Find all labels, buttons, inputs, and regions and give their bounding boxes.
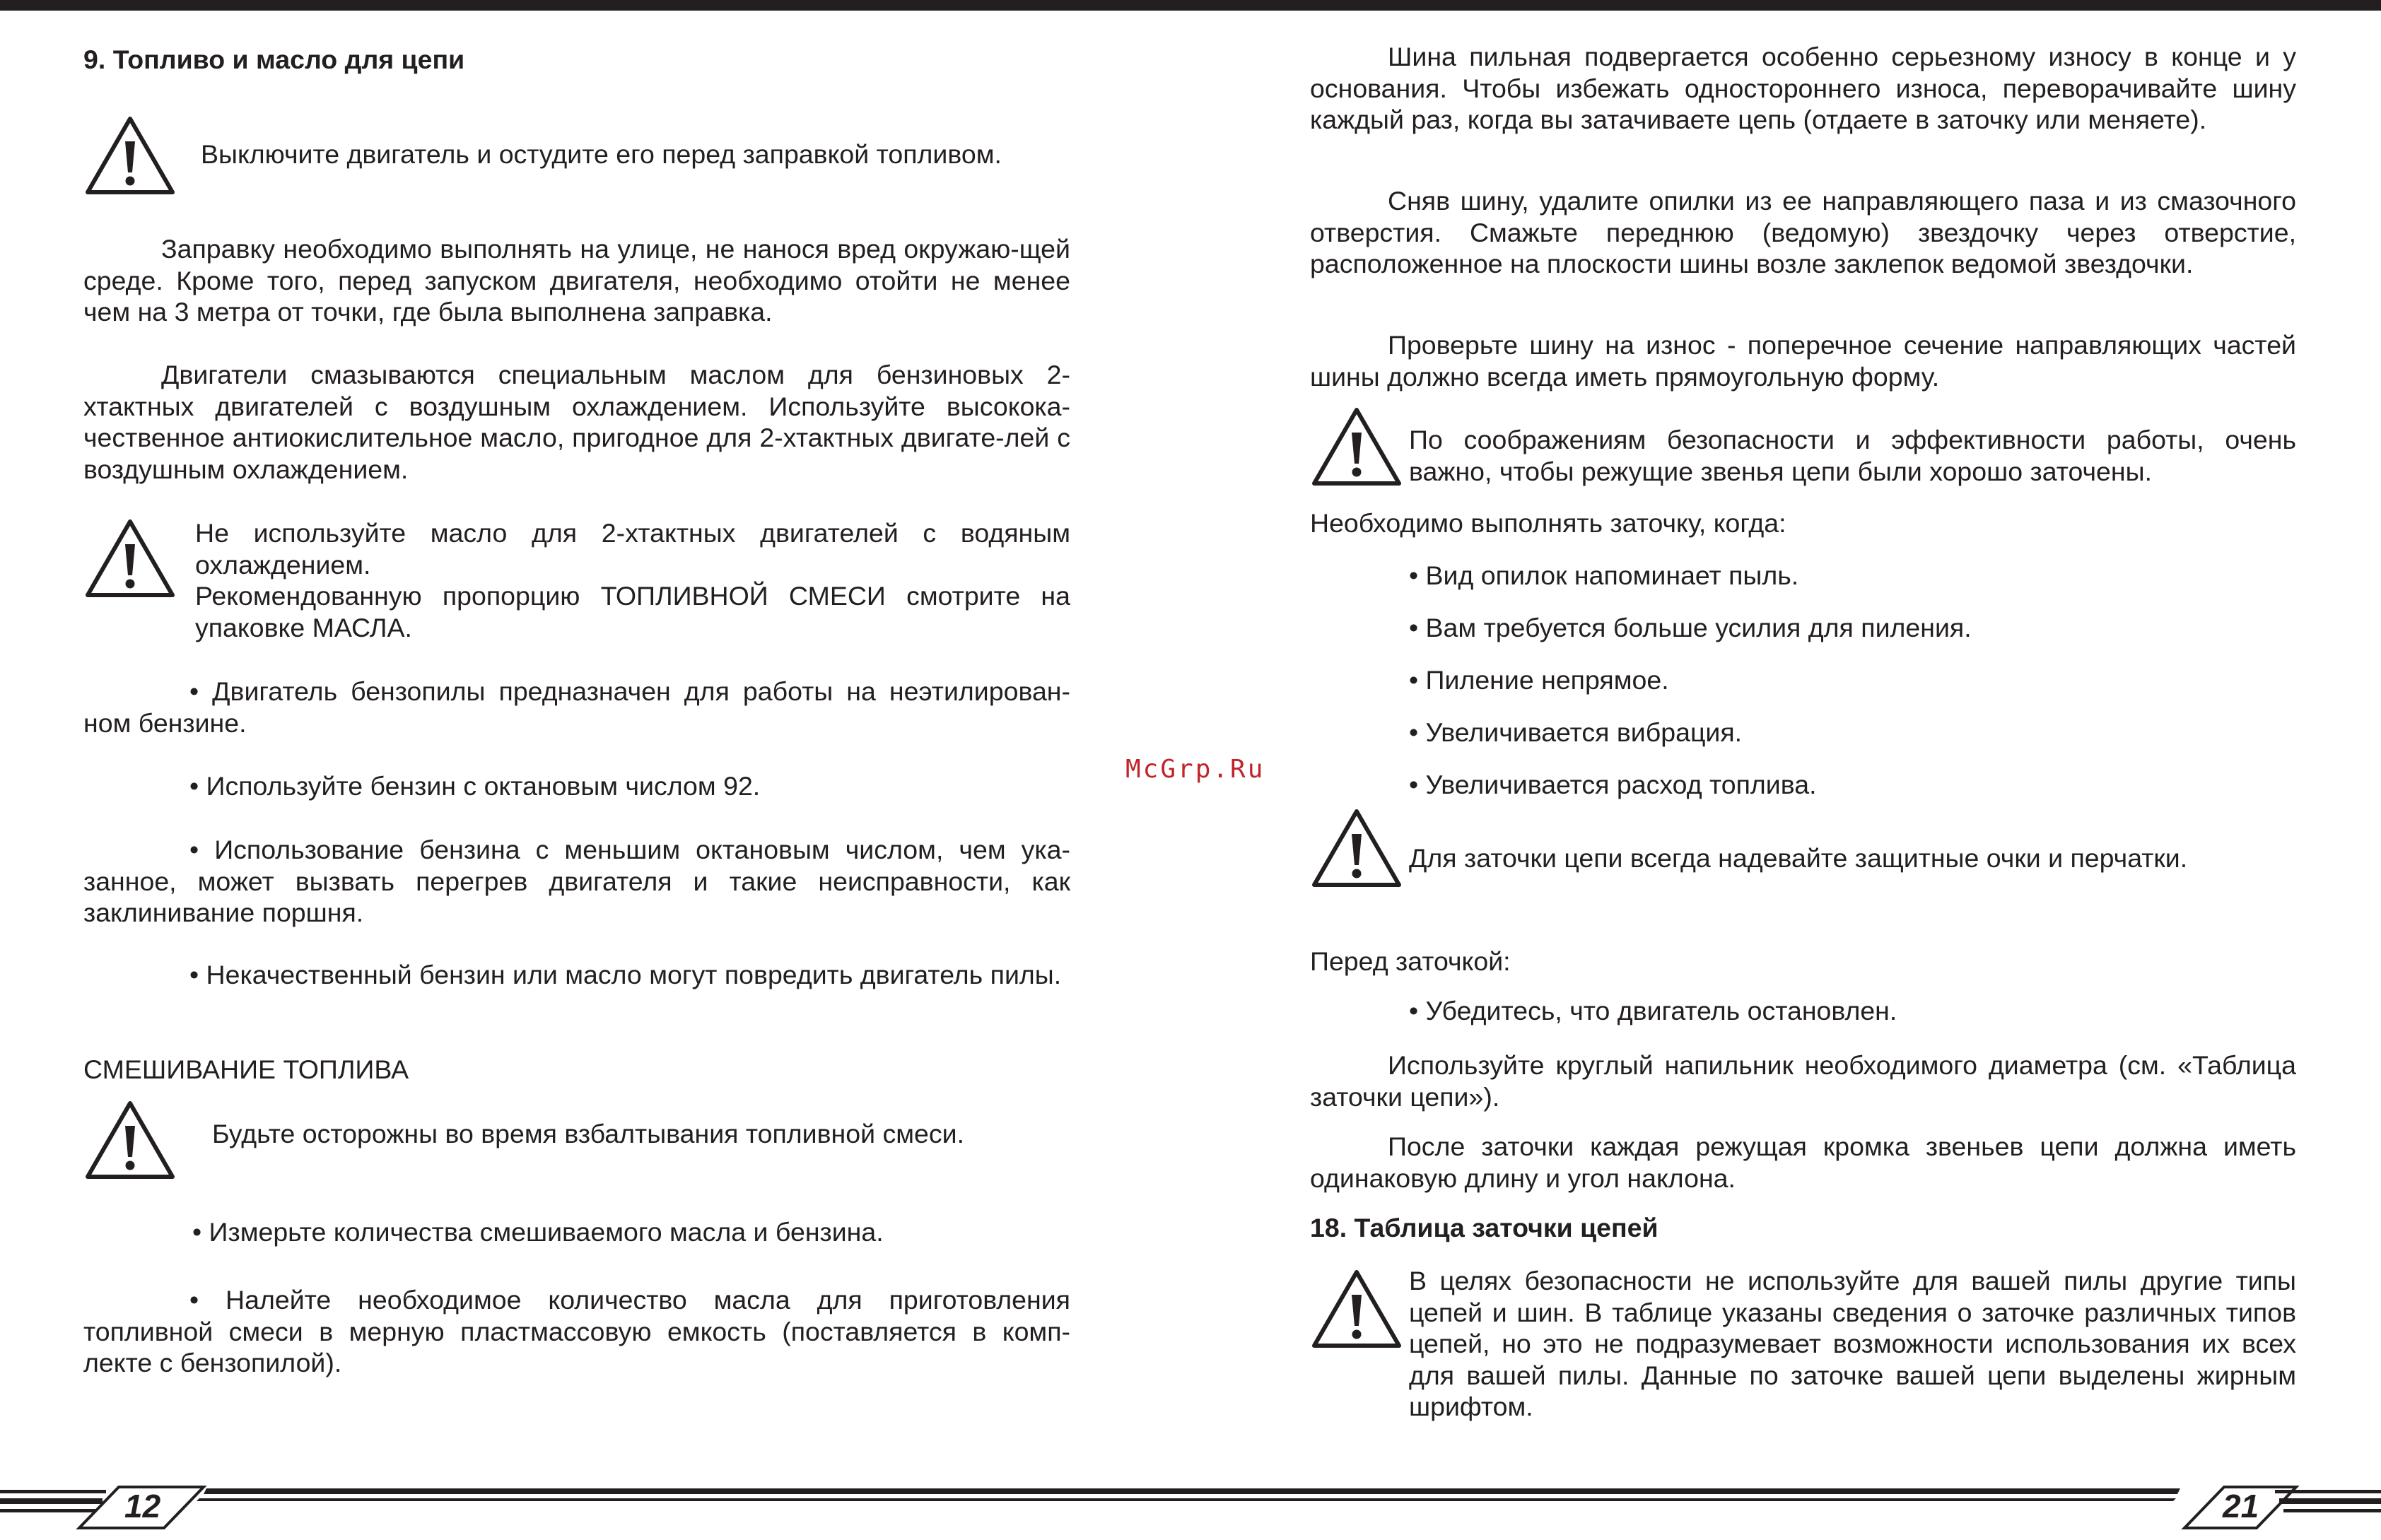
paragraph: После заточки каждая режущая кромка звеньев цепи должна иметь одинаковую длину и угол наклона. [1310,1132,2296,1193]
top-border-line [0,0,2381,11]
warning-text: Выключите двигатель и остудите его перед заправкой топливом. [201,139,1002,169]
warning-text: Не используйте масло для 2-хтактных двигателей с водяным охлаждением. [195,518,1070,580]
watermark: McGrp.Ru [1125,755,1265,784]
warning-text: Для заточки цепи всегда надевайте защитные очки и перчатки. [1409,843,2188,873]
warning-triangle-icon [83,113,177,198]
footer-right [1190,1483,2381,1540]
paragraph: Используйте круглый напильник необходимого диаметра (см. «Таблица заточки цепи»). [1310,1050,2296,1112]
footer-bar-left [0,1483,1190,1540]
list-item: • Увеличивается вибрация. [1409,717,1743,747]
warning-triangle-icon [83,516,177,601]
warning-triangle-icon [1310,1266,1403,1351]
bullet-item: • Используйте бензин с октановым числом 92. [189,771,761,801]
warning-triangle-icon [1310,806,1403,891]
footer-bar-right [1190,1483,2381,1540]
bullet-item: • Налейте необходимое количество масла для приготовления топливной смеси в мерную пластмассовую емкость (поставляется в комп-лекте с бензопилой). [83,1285,1070,1377]
paragraph: Заправку необходимо выполнять на улице, не нанося вред окружаю-щей среде. Кроме того, перед запуском двигателя, необходимо отойти не менее чем на 3 метра от точки, где была выполнена заправка. [83,234,1070,327]
bullet-item: • Некачественный бензин или масло могут повредить двигатель пилы. [189,960,1062,989]
list-item: • Вам требуется больше усилия для пиления. [1409,613,1972,642]
paragraph: Сняв шину, удалите опилки из ее направляющего паза и из смазочного отверстия. Смажьте переднюю (ведомую) звездочку через отверстие, расположенное на плоскости шины возле заклепок ведомой звездочки. [1310,186,2296,278]
paragraph: Необходимо выполнять заточку, когда: [1310,508,1786,538]
paragraph: Перед заточкой: [1310,946,1511,976]
warning-text: Рекомендованную пропорцию ТОПЛИВНОЙ СМЕСИ смотрите на упаковке МАСЛА. [195,581,1070,642]
bullet-item: • Измерьте количества смешиваемого масла и бензина. [192,1217,884,1247]
page-number: 12 [124,1488,161,1524]
warning-triangle-icon [83,1098,177,1182]
list-item: • Увеличивается расход топлива. [1409,770,1817,799]
warning-text: В целях безопасности не используйте для вашей пилы другие типы цепей и шин. В таблице указаны сведения о заточке различных типов цепей, но это не подразумевает возможности использования их всех для вашей пилы. Данные по заточке вашей цепи выделены жирным шрифтом. [1409,1266,2296,1421]
section-heading-18: 18. Таблица заточки цепей [1310,1213,1658,1242]
bullet-item: • Использование бензина с меньшим октановым числом, чем ука-занное, может вызвать перегрев двигателя и такие неисправности, как заклинивание поршня. [83,835,1070,927]
paragraph: Проверьте шину на износ - поперечное сечение направляющих частей шины должно всегда иметь прямоугольную форму. [1310,330,2296,392]
paragraph: Двигатели смазываются специальным маслом для бензиновых 2-хтактных двигателей с воздушным охлаждением. Используйте высокока-чественное антиокислительное масло, пригодное для 2-хтактных двигате-лей с воздушным охлаждением. [83,360,1070,484]
list-item: • Пиление непрямое. [1409,665,1669,695]
footer-left [0,1483,1190,1540]
bullet-item: • Двигатель бензопилы предназначен для работы на неэтилирован-ном бензине. [83,676,1070,738]
bullet-item: • Убедитесь, что двигатель остановлен. [1409,996,1897,1025]
subheading: СМЕШИВАНИЕ ТОПЛИВА [83,1054,409,1084]
warning-triangle-icon [1310,404,1403,489]
paragraph: Шина пильная подвергается особенно серьезному износу в конце и у основания. Чтобы избежать одностороннего износа, переворачивайте шину каждый раз, когда вы затачиваете цепь (отдаете в заточку или меняете). [1310,42,2296,134]
list-item: • Вид опилок напоминает пыль. [1409,560,1799,590]
section-heading-9: 9. Топливо и масло для цепи [83,45,465,74]
page-number: 21 [2223,1488,2259,1524]
warning-text: По соображениям безопасности и эффективности работы, очень важно, чтобы режущие звенья цепи были хорошо заточены. [1409,425,2296,486]
warning-text: Будьте осторожны во время взбалтывания топливной смеси. [212,1119,964,1148]
